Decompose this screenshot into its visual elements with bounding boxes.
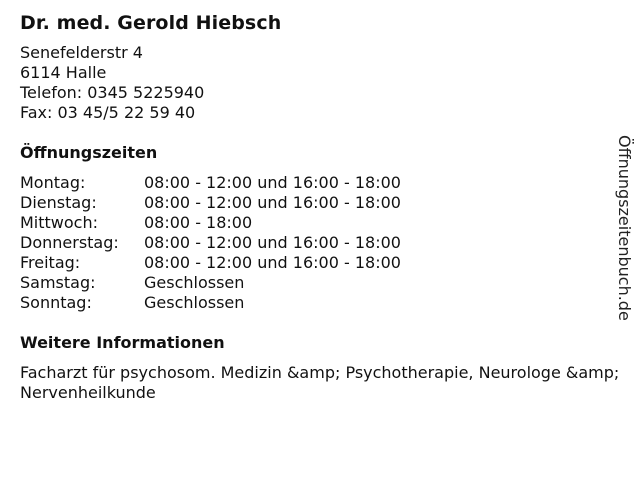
time-value: 08:00 - 12:00 und 16:00 - 18:00 bbox=[144, 233, 401, 252]
phone-line: Telefon: 0345 5225940 bbox=[20, 83, 205, 102]
address-block bbox=[20, 43, 620, 123]
day-label: Freitag: bbox=[20, 253, 81, 272]
source-credit: Öffnungszeitenbuch.de bbox=[615, 135, 634, 321]
hours-row-friday bbox=[20, 253, 620, 273]
practice-card bbox=[20, 12, 620, 403]
more-info-title: Weitere Informationen bbox=[20, 333, 225, 352]
hours-row-wednesday bbox=[20, 213, 620, 233]
time-value: Geschlossen bbox=[144, 273, 245, 292]
hours-row-saturday bbox=[20, 273, 620, 293]
hours-row-thursday bbox=[20, 233, 620, 253]
day-label: Dienstag: bbox=[20, 193, 97, 212]
time-value: 08:00 - 18:00 bbox=[144, 213, 253, 232]
day-label: Montag: bbox=[20, 173, 86, 192]
time-value: 08:00 - 12:00 und 16:00 - 18:00 bbox=[144, 193, 401, 212]
time-value: 08:00 - 12:00 und 16:00 - 18:00 bbox=[144, 173, 401, 192]
opening-hours-list bbox=[20, 173, 620, 313]
day-label: Sonntag: bbox=[20, 293, 92, 312]
hours-row-monday bbox=[20, 173, 620, 193]
day-label: Donnerstag: bbox=[20, 233, 119, 252]
time-value: Geschlossen bbox=[144, 293, 245, 312]
hours-row-tuesday bbox=[20, 193, 620, 213]
street-line: Senefelderstr 4 bbox=[20, 43, 143, 62]
opening-hours-title: Öffnungszeiten bbox=[20, 143, 158, 162]
city-line: 6114 Halle bbox=[20, 63, 107, 82]
fax-line: Fax: 03 45/5 22 59 40 bbox=[20, 103, 196, 122]
hours-row-sunday bbox=[20, 293, 620, 313]
day-label: Samstag: bbox=[20, 273, 96, 292]
time-value: 08:00 - 12:00 und 16:00 - 18:00 bbox=[144, 253, 401, 272]
practice-name: Dr. med. Gerold Hiebsch bbox=[20, 12, 282, 34]
day-label: Mittwoch: bbox=[20, 213, 98, 232]
more-info-text: Facharzt für psychosom. Medizin &amp; Psychotherapie, Neurologe &amp; Nervenheilkunde bbox=[20, 363, 620, 402]
